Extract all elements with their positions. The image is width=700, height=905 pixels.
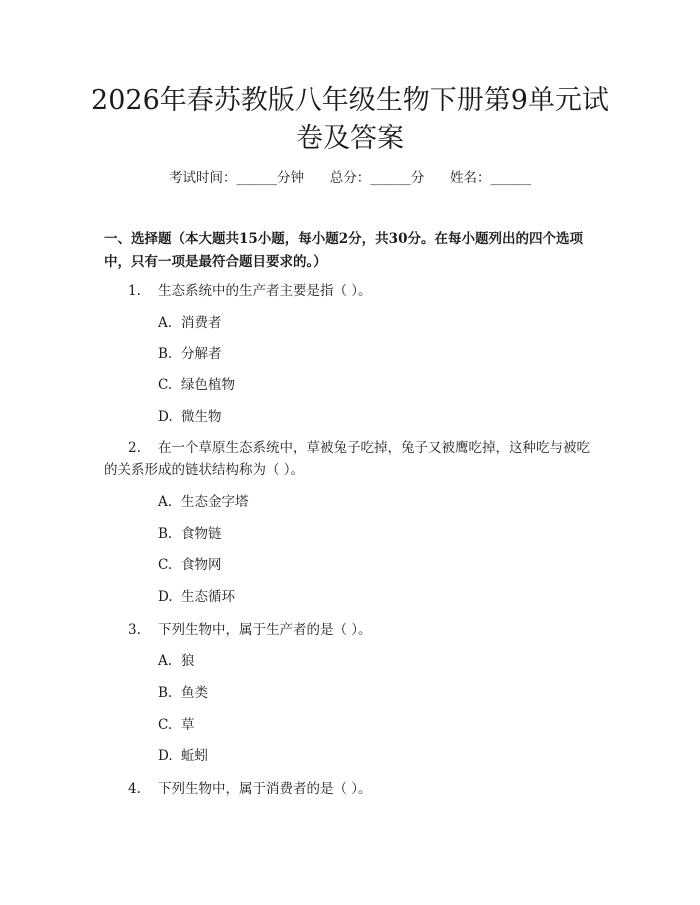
option-text: 微生物 — [181, 409, 222, 425]
question-text: 下列生物中，属于消费者的是（ ）。 — [158, 781, 372, 797]
question-number: 3. — [128, 622, 141, 638]
option-letter: B. — [158, 685, 173, 701]
option-text: 狼 — [181, 653, 195, 669]
option-letter: B. — [158, 526, 173, 542]
option-text: 蚯蚓 — [181, 748, 208, 764]
option-letter: A. — [158, 315, 173, 331]
option-letter: D. — [158, 748, 173, 764]
option-text: 生态循环 — [181, 589, 235, 605]
question-text: 生态系统中的生产者主要是指（ ）。 — [158, 283, 372, 299]
question-1-option-b — [158, 344, 222, 364]
exam-info-line — [0, 168, 700, 188]
option-text: 食物链 — [181, 526, 222, 542]
option-letter: C. — [158, 717, 173, 733]
question-3-option-c — [158, 715, 195, 735]
question-3 — [104, 619, 602, 641]
question-3-option-d — [158, 746, 208, 766]
option-letter: C. — [158, 557, 173, 573]
question-2-option-b — [158, 524, 222, 544]
question-2-option-d — [158, 587, 235, 607]
question-2-option-a — [158, 492, 249, 512]
option-text: 食物网 — [181, 557, 222, 573]
option-letter: A. — [158, 494, 173, 510]
section-heading: 一、选择题（本大题共15小题，每小题2分，共30分。在每小题列出的四个选项中，只有一项是最符合题目要求的。） — [104, 231, 583, 270]
option-text: 绿色植物 — [181, 377, 235, 393]
exam-time-label: 考试时间：______分钟 — [169, 170, 304, 186]
name-label: 姓名：______ — [450, 170, 531, 186]
option-letter: D. — [158, 589, 173, 605]
option-letter: D. — [158, 409, 173, 425]
option-letter: C. — [158, 377, 173, 393]
question-1-option-d — [158, 407, 222, 427]
question-3-option-a — [158, 651, 195, 671]
question-1-option-a — [158, 313, 222, 333]
option-text: 鱼类 — [181, 685, 208, 701]
option-text: 分解者 — [181, 346, 222, 362]
option-letter: A. — [158, 653, 173, 669]
option-text: 消费者 — [181, 315, 222, 331]
question-number: 1. — [128, 283, 141, 299]
question-1 — [104, 280, 602, 302]
option-text: 生态金字塔 — [181, 494, 249, 510]
option-letter: B. — [158, 346, 173, 362]
question-1-option-c — [158, 375, 235, 395]
total-score-label: 总分：______分 — [329, 170, 425, 186]
document-title: 2026年春苏教版八年级生物下册第9单元试卷及答案 — [91, 85, 609, 154]
question-number: 2. — [128, 440, 141, 456]
question-number: 4. — [128, 781, 141, 797]
question-2 — [104, 437, 602, 481]
question-2-option-c — [158, 555, 222, 575]
option-text: 草 — [181, 717, 195, 733]
question-4 — [104, 778, 602, 800]
question-3-option-b — [158, 683, 208, 703]
question-text: 下列生物中，属于生产者的是（ ）。 — [158, 622, 372, 638]
question-text: 在一个草原生态系统中，草被兔子吃掉，兔子又被鹰吃掉，这种吃与被吃的关系形成的链状结构称为（ ）。 — [104, 440, 590, 478]
